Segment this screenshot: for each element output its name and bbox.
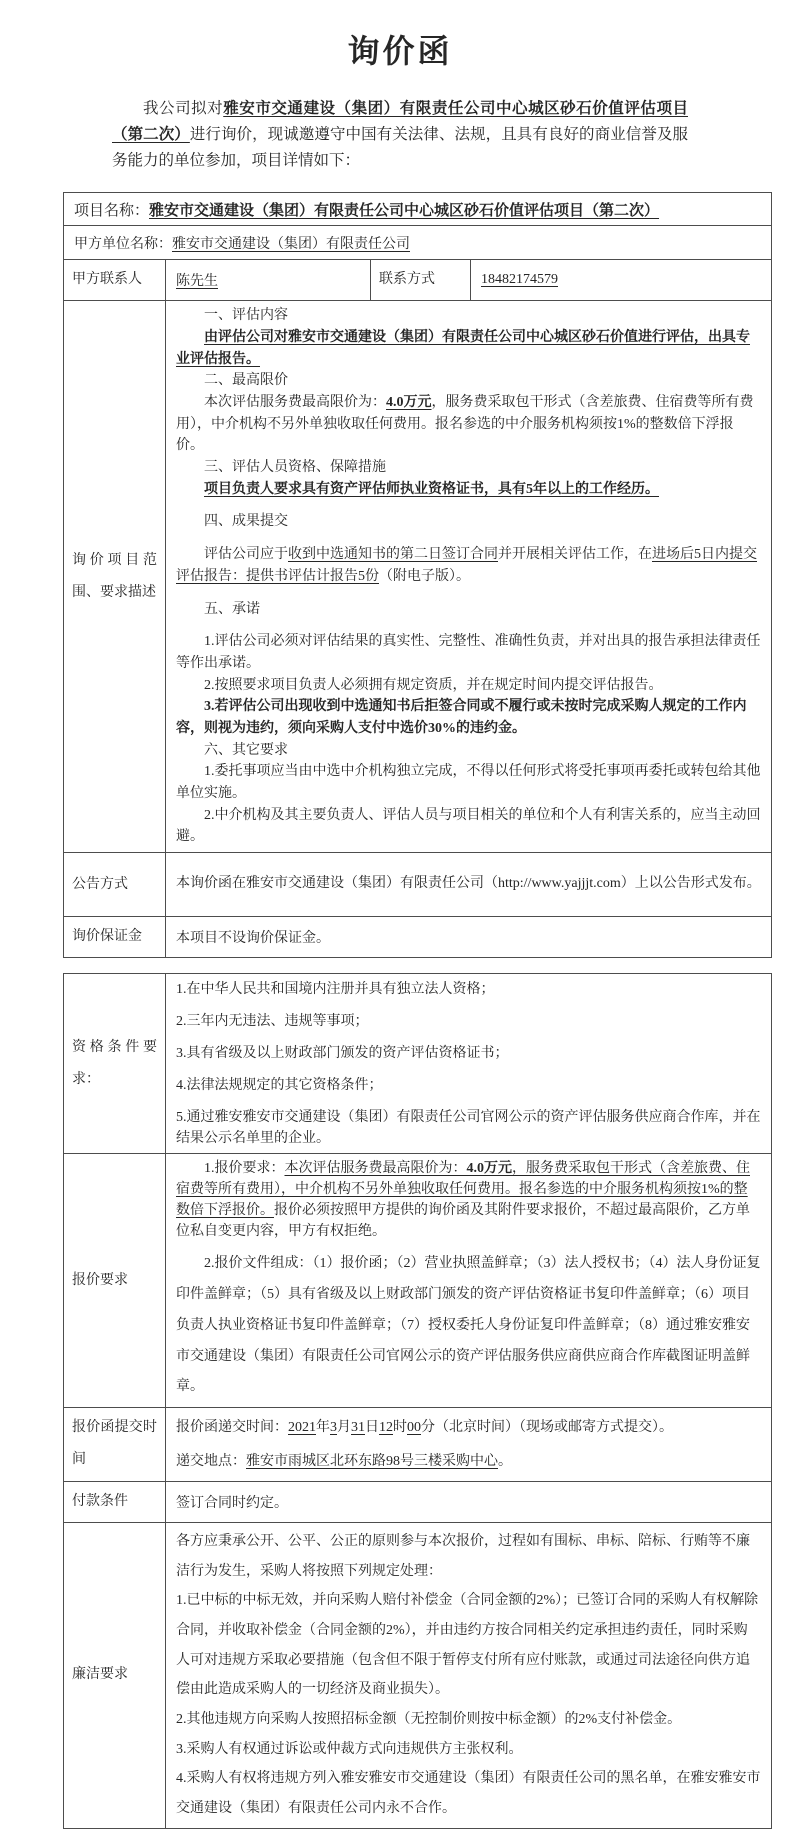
scope-label: 询价项目范围、要求描述 (64, 301, 166, 853)
party-a-row (64, 226, 772, 260)
deposit-content: 本项目不设询价保证金。 (166, 917, 772, 958)
payment-content: 签订合同时约定。 (166, 1481, 772, 1522)
quotation-label: 报价要求 (64, 1154, 166, 1408)
payment-label: 付款条件 (64, 1481, 166, 1522)
document-title: 询价函 (347, 33, 453, 69)
requirements-table (63, 973, 772, 1828)
intro-paragraph: 我公司拟对雅安市交通建设（集团）有限责任公司中心城区砂石价值评估项目（第二次）进行询价，现诚邀遵守中国有关法律、法规，且具有良好的商业信誉及服务能力的单位参加，项目详情如下： (112, 100, 688, 170)
quotation-content: 1.报价要求：本次评估服务费最高限价为：4.0万元，服务费采取包干形式（含差旅费、住宿费等所有费用），中介机构不另外单独收取任何费用。报名参选的中介服务机构须按1%的整数倍下浮报价。报价必须按照甲方提供的询价函及其附件要求报价，不超过最高限价，乙方单位私自变更内容，甲方有权拒绝。 2.报价文件组成：（1）报价函；（2）营业执照盖鲜章；（3）法人授权书；（4）法人身份证复印件盖鲜章；（5）具有省级及以上财政部门颁发的资产评估资格证书复印件盖鲜章；（6）项目负责人执业资格证书复印件盖鲜章；（7）授权委托人身份证复印件盖鲜章；（8）通过雅安雅安市交通建设（集团）有限责任公司官网公示的资产评估服务供应商供应商合作库截图证明盖鲜章。 (166, 1154, 772, 1408)
scope-row (64, 301, 772, 853)
deposit-row (64, 917, 772, 958)
project-name-row (64, 193, 772, 226)
quotation-row (64, 1154, 772, 1408)
party-a-name-cell: 甲方单位名称：雅安市交通建设（集团）有限责任公司 (64, 226, 772, 260)
submission-time-content: 报价函递交时间：2021年3月31日12时00分（北京时间）（现场或邮寄方式提交）。 递交地点：雅安市雨城区北环东路98号三楼采购中心。 (166, 1408, 772, 1481)
scope-content: 一、评估内容 由评估公司对雅安市交通建设（集团）有限责任公司中心城区砂石价值进行评估，出具专业评估报告。 二、最高限价 本次评估服务费最高限价为：4.0万元，服务费采取包干形式（含差旅费、住宿费等所有费用），中介机构不另外单独收取任何费用。报名参选的中介服务机构须按1%的整数倍下浮报价。 三、评估人员资格、保障措施 项目负责人要求具有资产评估师执业资格证书，具有5年以上的工作经历。 四、成果提交 评估公司应于收到中选通知书的第二日签订合同并开展相关评估工作，在进场后5日内提交评估报告：提供书评估计报告5份（附电子版）。 五、承诺 1.评估公司必须对评估结果的真实性、完整性、准确性负责，并对出具的报告承担法律责任等作出承诺。 2.按照要求项目负责人必须拥有规定资质，并在规定时间内提交评估报告。 3.若评估公司出现收到中选通知书后拒签合同或不履行或未按时完成采购人规定的工作内容，则视为违约，须向采购人支付中选价30%的违约金。 六、其它要求 1.委托事项应当由中选中介机构独立完成，不得以任何形式将受托事项再委托或转包给其他单位实施。 2.中介机构及其主要负责人、评估人员与项目相关的单位和个人有利害关系的，应当主动回避。 (166, 301, 772, 853)
integrity-label: 廉洁要求 (64, 1522, 166, 1828)
integrity-content: 各方应秉承公开、公平、公正的原则参与本次报价，过程如有围标、串标、陪标、行贿等不廉洁行为发生，采购人将按照下列规定处理： 1.已中标的中标无效，并向采购人赔付补偿金（合同金额的2%）；已签订合同的采购人有权解除合同，并收取补偿金（合同金额的2%），并由违约方按合同相关约定承担违约责任，同时采购人可对违规方采取必要措施（包含但不限于暂停支付所有应付账款，或通过司法途径向供方追偿由此造成采购人的一切经济及商业损失）。 2.其他违规方向采购人按照招标金额（无控制价则按中标金额）的2%支付补偿金。 3.采购人有权通过诉讼或仲裁方式向违规供方主张权利。 4.采购人有权将违规方列入雅安雅安市交通建设（集团）有限责任公司的黑名单，在雅安雅安市交通建设（集团）有限责任公司内永不合作。 (166, 1522, 772, 1828)
contact-method-label: 联系方式 (371, 260, 471, 301)
qualification-content: 1.在中华人民共和国境内注册并具有独立法人资格； 2.三年内无违法、违规等事项； 3.具有省级及以上财政部门颁发的资产评估资格证书； 4.法律法规规定的其它资格条件； 5.通过雅安雅安市交通建设（集团）有限责任公司官网公示的资产评估服务供应商合作库，并在结果公示名单里的企业。 (166, 974, 772, 1154)
contact-row (64, 260, 772, 301)
contact-person-value: 陈先生 (166, 260, 371, 301)
qualification-label: 资格条件要求： (64, 974, 166, 1154)
announcement-content: 本询价函在雅安市交通建设（集团）有限责任公司（http://www.yajjjt.com）上以公告形式发布。 (166, 853, 772, 917)
project-name-cell: 项目名称：雅安市交通建设（集团）有限责任公司中心城区砂石价值评估项目（第二次） (64, 193, 772, 226)
announcement-row (64, 853, 772, 917)
submission-time-label: 报价函提交时间 (64, 1408, 166, 1481)
deposit-label: 询价保证金 (64, 917, 166, 958)
contact-person-label: 甲方联系人 (64, 260, 166, 301)
qualification-row (64, 974, 772, 1154)
payment-row (64, 1481, 772, 1522)
contact-phone-value: 18482174579 (471, 260, 772, 301)
integrity-row (64, 1522, 772, 1828)
submission-time-row (64, 1408, 772, 1481)
inquiry-info-table (63, 192, 772, 958)
announcement-label: 公告方式 (64, 853, 166, 917)
